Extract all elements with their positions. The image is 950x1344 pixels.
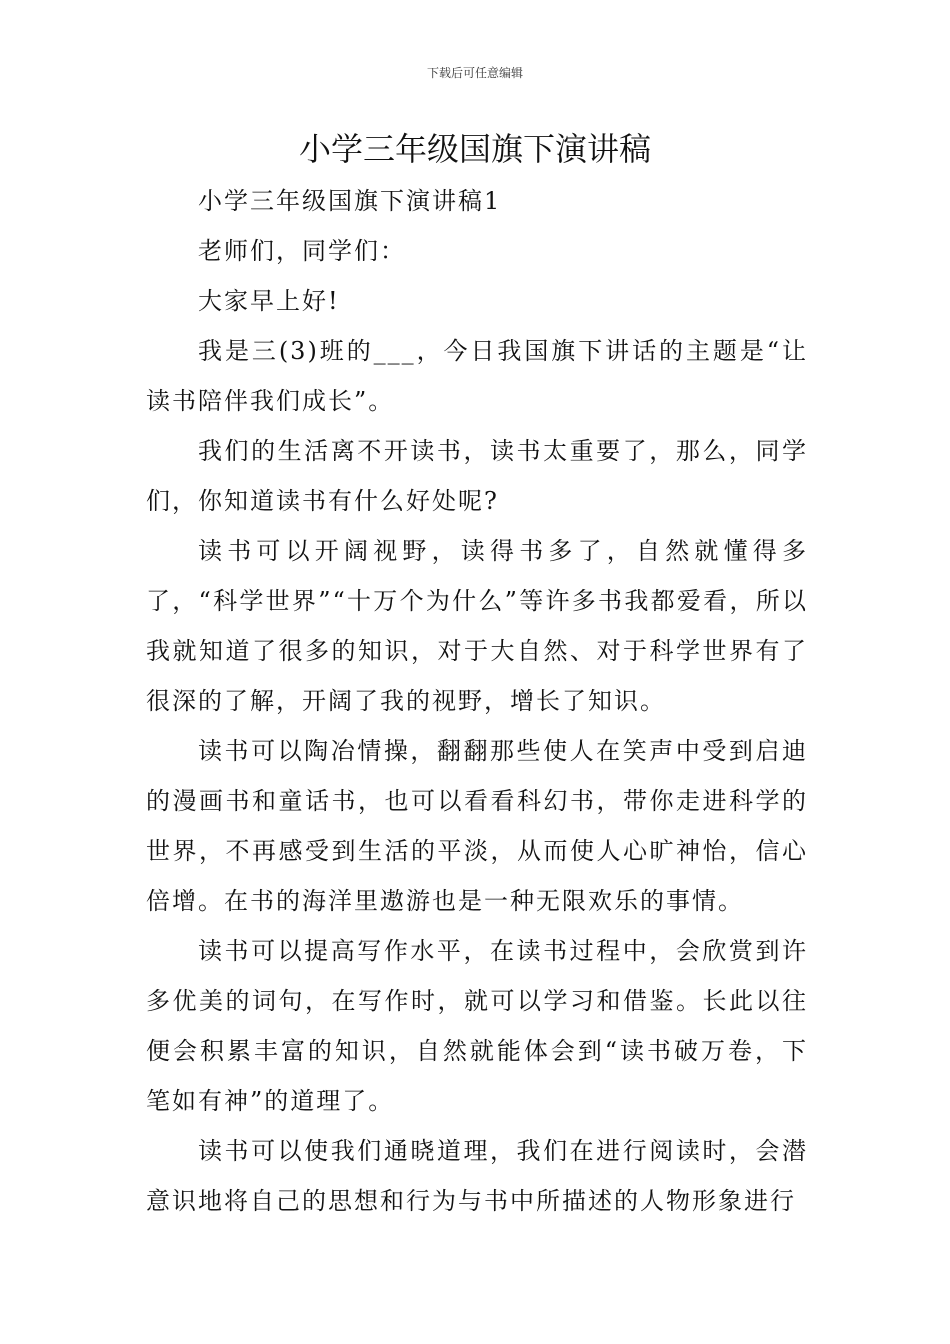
paragraph-heading: 小学三年级国旗下演讲稿1 <box>198 187 502 215</box>
document-title: 小学三年级国旗下演讲稿 <box>298 130 651 168</box>
document-body <box>146 176 808 1226</box>
header-note: 下载后可任意编辑 <box>426 66 523 80</box>
paragraph-writing: 读书可以提高写作水平，在读书过程中，会欣赏到许多优美的词句，在写作时，就可以学习和借鉴。长此以往便会积累丰富的知识，自然就能体会到“读书破万卷，下笔如有神”的道理了。 <box>146 937 808 1115</box>
paragraph-good-morning: 大家早上好! <box>198 287 340 315</box>
paragraph-greeting: 老师们，同学们： <box>198 237 406 265</box>
paragraph-question: 我们的生活离不开读书，读书太重要了，那么，同学们，你知道读书有什么好处呢? <box>146 437 808 515</box>
paragraph-intro: 我是三(3)班的___，今日我国旗下讲话的主题是“让读书陪伴我们成长”。 <box>146 337 808 415</box>
paragraph-reasoning: 读书可以使我们通晓道理，我们在进行阅读时，会潜意识地将自己的思想和行为与书中所描述的人物形象进行 <box>146 1137 808 1215</box>
paragraph-vision: 读书可以开阔视野，读得书多了，自然就懂得多了，“科学世界”“十万个为什么”等许多书我都爱看，所以我就知道了很多的知识，对于大自然、对于科学世界有了很深的了解，开阔了我的视野，增长了知识。 <box>146 537 808 715</box>
paragraph-sentiment: 读书可以陶冶情操，翻翻那些使人在笑声中受到启迪的漫画书和童话书，也可以看看科幻书，带你走进科学的世界，不再感受到生活的平淡，从而使人心旷神怡，信心倍增。在书的海洋里遨游也是一种无限欢乐的事情。 <box>146 737 808 915</box>
